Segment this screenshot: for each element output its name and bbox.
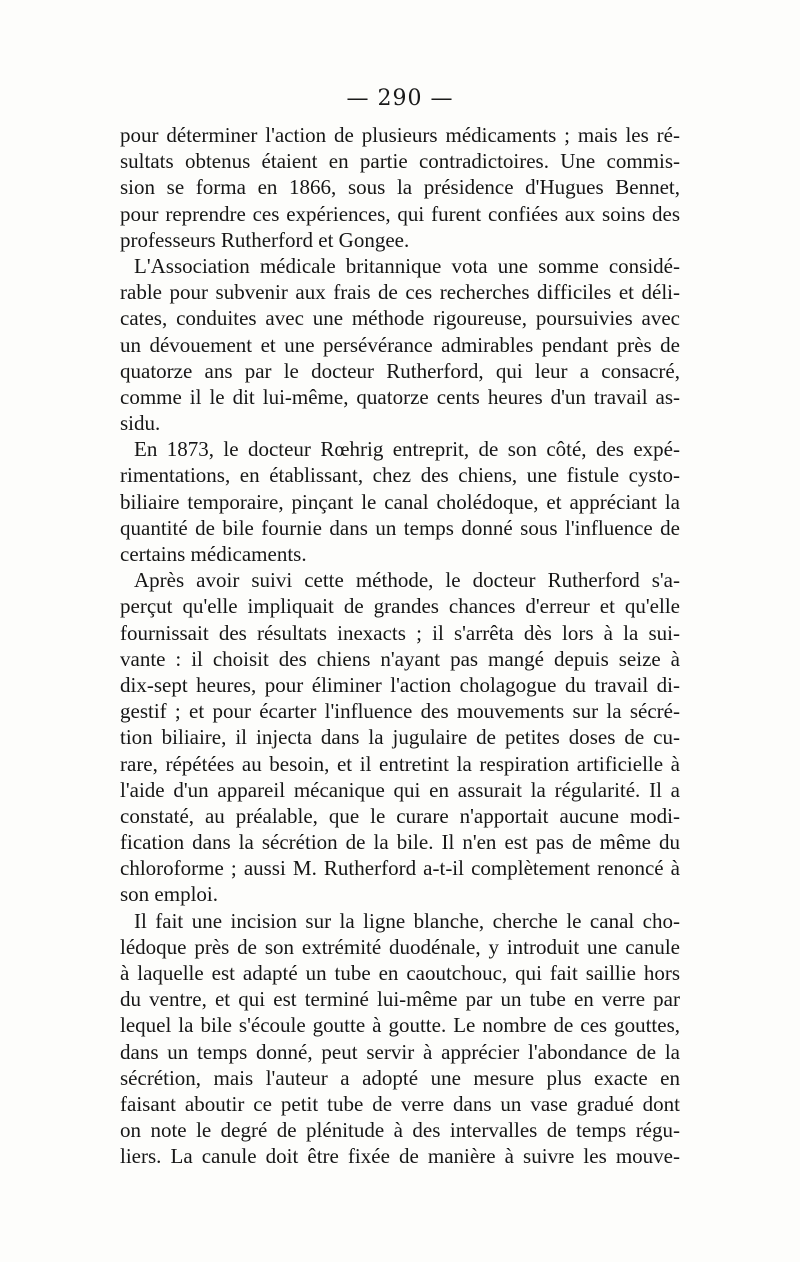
- text-line: biliaire temporaire, pinçant le canal cholédoque, et appréciant la: [120, 489, 680, 514]
- paragraph-1: [120, 122, 680, 253]
- text-line: faisant aboutir ce petit tube de verre dans un vase gradué dont: [120, 1091, 680, 1116]
- text-line: un dévouement et une persévérance admirables pendant près de: [120, 332, 680, 357]
- text-line: fournissait des résultats inexacts ; il s'arrêta dès lors à la sui-: [120, 620, 680, 645]
- text-line: rare, répétées au besoin, et il entretint la respiration artificielle à: [120, 751, 680, 776]
- text-line: son emploi.: [120, 882, 218, 907]
- text-line: perçut qu'elle impliquait de grandes chances d'erreur et qu'elle: [120, 594, 680, 619]
- body-text: [120, 122, 680, 1170]
- text-line: à laquelle est adapté un tube en caoutchouc, qui fait saillie hors: [120, 961, 680, 985]
- paragraph-4: [120, 567, 680, 907]
- paragraph-5: [120, 908, 680, 1170]
- text-line: En 1873, le docteur Rœhrig entreprit, de son côté, des expé-: [134, 437, 680, 462]
- text-line: cates, conduites avec une méthode rigoureuse, poursuivies avec: [120, 306, 680, 331]
- text-line: Il fait une incision sur la ligne blanche, cherche le canal cho-: [134, 908, 680, 933]
- text-line: lédoque près de son extrémité duodénale, y introduit une canule: [120, 934, 680, 959]
- text-line: vante : il choisit des chiens n'ayant pas mangé depuis seize à: [120, 646, 680, 671]
- paragraph-3: [120, 436, 680, 567]
- page-number: — 290 —: [346, 86, 454, 111]
- text-line: dix-sept heures, pour éliminer l'action cholagogue du travail di-: [120, 672, 680, 697]
- text-line: gestif ; et pour écarter l'influence des mouvements sur la sécré-: [120, 699, 680, 724]
- text-line: constaté, au préalable, que le curare n'apportait aucune modi-: [120, 803, 680, 828]
- text-line: rable pour subvenir aux frais de ces recherches difficiles et déli-: [120, 280, 680, 305]
- text-line: sion se forma en 1866, sous la présidence d'Hugues Bennet,: [120, 175, 680, 200]
- text-line: tion biliaire, il injecta dans la jugulaire de petites doses de cu-: [120, 725, 680, 750]
- text-line: comme il le dit lui-même, quatorze cents heures d'un travail as-: [120, 384, 680, 409]
- text-line: sidu.: [120, 411, 161, 436]
- text-line: rimentations, en établissant, chez des chiens, une fistule cysto-: [120, 463, 680, 488]
- text-line: L'Association médicale britannique vota une somme considé-: [134, 253, 680, 278]
- paragraph-2: [120, 253, 680, 436]
- text-line: on note le degré de plénitude à des intervalles de temps régu-: [120, 1118, 680, 1143]
- text-line: du ventre, et qui est terminé lui-même par un tube en verre par: [120, 987, 680, 1012]
- text-line: dans un temps donné, peut servir à apprécier l'abondance de la: [120, 1039, 680, 1064]
- text-line: quatorze ans par le docteur Rutherford, qui leur a consacré,: [120, 358, 680, 383]
- text-line: fication dans la sécrétion de la bile. Il n'en est pas de même du: [120, 830, 680, 855]
- text-line: pour reprendre ces expériences, qui furent confiées aux soins des: [120, 201, 680, 226]
- text-line: lequel la bile s'écoule goutte à goutte. Le nombre de ces gouttes,: [120, 1013, 680, 1038]
- text-line: Après avoir suivi cette méthode, le docteur Rutherford s'a-: [134, 568, 680, 593]
- text-line: certains médicaments.: [120, 542, 307, 566]
- text-line: chloroforme ; aussi M. Rutherford a-t-il complètement renoncé à: [120, 856, 680, 881]
- text-line: sécrétion, mais l'auteur a adopté une mesure plus exacte en: [120, 1065, 680, 1090]
- text-line: liers. La canule doit être fixée de manière à suivre les mouve-: [120, 1144, 680, 1169]
- text-line: l'aide d'un appareil mécanique qui en assurait la régularité. Il a: [120, 777, 680, 802]
- text-line: sultats obtenus étaient en partie contradictoires. Une commis-: [120, 149, 680, 174]
- text-line: quantité de bile fournie dans un temps donné sous l'influence de: [120, 515, 680, 540]
- text-line: professeurs Rutherford et Gongee.: [120, 227, 410, 252]
- text-line: pour déterminer l'action de plusieurs médicaments ; mais les ré-: [120, 123, 680, 147]
